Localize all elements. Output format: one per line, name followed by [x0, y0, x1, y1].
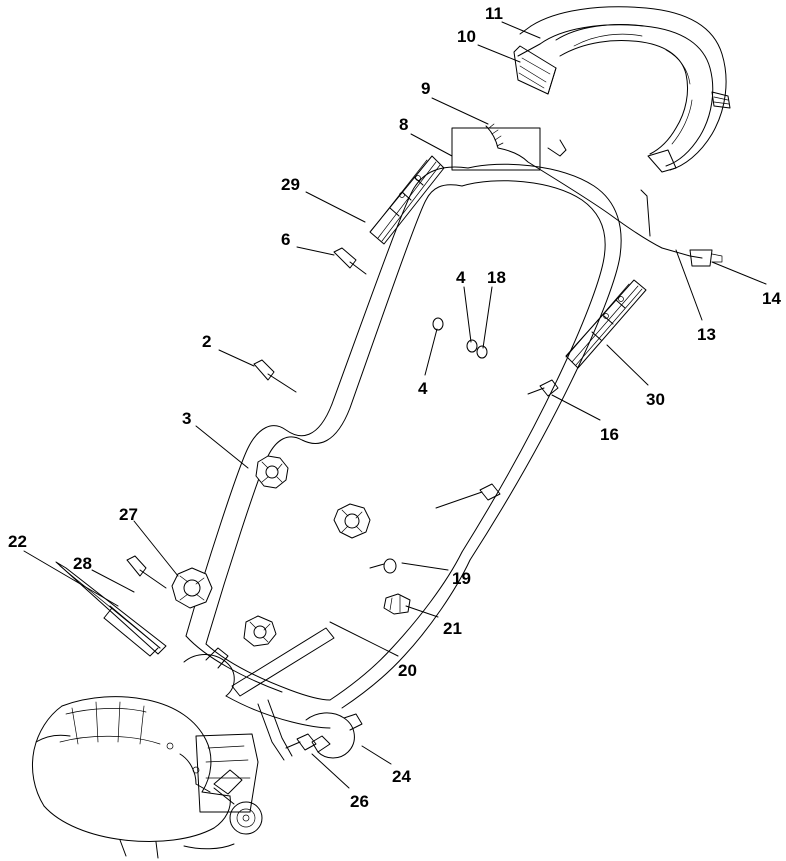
- leader-line-24: [362, 746, 391, 764]
- upper-handle-bar-art: [514, 7, 730, 172]
- callout-label-21: 21: [443, 619, 462, 638]
- callout-label-24: 24: [392, 767, 411, 786]
- callout-label-30: 30: [646, 390, 665, 409]
- leader-line-4: [425, 329, 437, 375]
- callout-label-16: 16: [600, 425, 619, 444]
- leader-line-10: [478, 45, 520, 62]
- callout-label-27: 27: [119, 505, 138, 524]
- part-30-art: [566, 280, 646, 368]
- callout-label-4: 4: [418, 379, 428, 398]
- callout-label-13: 13: [697, 325, 716, 344]
- callout-label-4: 4: [456, 268, 466, 287]
- leader-line-28: [92, 570, 134, 592]
- leader-line-18: [483, 287, 492, 348]
- leader-line-27: [134, 521, 178, 576]
- callout-label-22: 22: [8, 532, 27, 551]
- leader-line-3: [196, 426, 248, 468]
- callout-label-20: 20: [398, 661, 417, 680]
- leader-line-4: [464, 287, 471, 342]
- callout-label-3: 3: [182, 409, 192, 428]
- callout-label-14: 14: [762, 289, 781, 308]
- leader-line-21: [406, 606, 438, 617]
- callout-label-10: 10: [457, 27, 476, 46]
- leader-line-30: [607, 345, 648, 385]
- leader-line-22: [24, 551, 118, 606]
- leader-line-9: [432, 98, 488, 124]
- knobs-art: [172, 456, 370, 646]
- callout-label-2: 2: [202, 332, 212, 351]
- callout-label-28: 28: [73, 554, 92, 573]
- leader-line-20: [330, 622, 398, 656]
- fasteners-art: [127, 248, 558, 750]
- part-29-art: [370, 156, 444, 244]
- leader-line-14: [712, 262, 766, 284]
- callout-label-18: 18: [487, 268, 506, 287]
- callout-label-6: 6: [281, 230, 291, 249]
- leader-line-16: [552, 395, 600, 420]
- leader-line-6: [297, 247, 334, 255]
- cable-and-spring-art: [452, 124, 722, 266]
- leader-line-13: [676, 250, 702, 320]
- leader-line-26: [312, 754, 349, 788]
- callout-label-11: 11: [485, 4, 503, 23]
- callout-label-26: 26: [350, 792, 369, 811]
- lower-bracket-art: [184, 648, 362, 760]
- leader-line-19: [402, 563, 448, 570]
- mower-deck-art: [32, 697, 262, 858]
- callout-label-9: 9: [421, 79, 431, 98]
- leader-line-29: [306, 192, 365, 222]
- callout-label-19: 19: [452, 569, 471, 588]
- leader-line-2: [219, 350, 254, 366]
- callout-label-29: 29: [281, 175, 300, 194]
- leader-line-8: [411, 134, 452, 156]
- callout-label-8: 8: [399, 115, 409, 134]
